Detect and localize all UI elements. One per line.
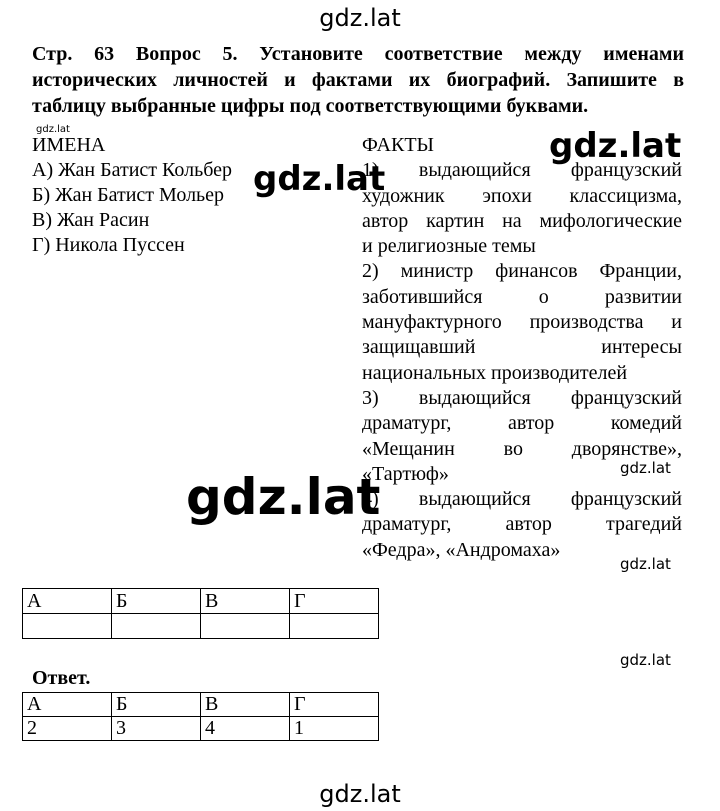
name-item: Г) Никола Пуссен (32, 234, 185, 256)
fact-line: 3) выдающийся французский (362, 386, 682, 409)
table-header-cell: А (23, 693, 112, 717)
fact-line: национальных производителей (362, 361, 628, 384)
table-header-cell: Г (290, 693, 379, 717)
name-item: Б) Жан Батист Мольер (32, 184, 225, 206)
fact-line: художник эпохи классицизма, (362, 184, 682, 207)
fact-line: автор картин на мифологические (362, 209, 682, 232)
fact-line: мануфактурного производства и (362, 311, 682, 334)
fact-line: защищавший интересы (362, 336, 682, 359)
table-header-cell: А (23, 589, 112, 614)
table-header-cell: Б (112, 693, 201, 717)
fact-line: драматург, автор комедий (362, 412, 682, 435)
fact-line: «Мещанин во дворянстве», (362, 437, 682, 460)
fact-line: «Федра», «Андромаха» (362, 538, 561, 561)
watermark-small-2: gdz.lat (620, 555, 671, 573)
table-row (23, 693, 379, 717)
fact-line: драматург, автор трагедий (362, 513, 682, 536)
table-header-cell: В (201, 693, 290, 717)
facts-header: ФАКТЫ (362, 134, 434, 156)
fact-line: 4) выдающийся французский (362, 488, 682, 511)
table-cell: 3 (112, 717, 201, 741)
watermark-big-3: gdz.lat (186, 468, 381, 526)
table-cell: 1 (290, 717, 379, 741)
watermark-bottom: gdz.lat (319, 780, 401, 808)
fact-line: заботившийся о развитии (362, 285, 682, 308)
fact-line: 1) выдающийся французский (362, 159, 682, 182)
table-cell (290, 614, 379, 639)
blank-answer-table (22, 588, 379, 639)
name-item: А) Жан Батист Кольбер (32, 159, 232, 181)
table-cell (201, 614, 290, 639)
question-text (32, 41, 684, 119)
watermark-big-2: gdz.lat (549, 126, 682, 166)
table-row (23, 589, 379, 614)
watermark-tiny: gdz.lat (36, 124, 70, 135)
question-line: Стр. 63 Вопрос 5. Установите соответствие между именами (32, 43, 684, 65)
table-header-cell: Г (290, 589, 379, 614)
names-column (32, 133, 232, 258)
answer-table (22, 692, 379, 741)
table-header-cell: В (201, 589, 290, 614)
table-cell (23, 614, 112, 639)
question-line: таблицу выбранные цифры под соответствующими буквами. (32, 95, 589, 117)
table-cell: 4 (201, 717, 290, 741)
fact-line: «Тартюф» (362, 462, 449, 485)
answer-label: Ответ. (32, 667, 91, 689)
name-item: В) Жан Расин (32, 209, 150, 231)
table-cell (112, 614, 201, 639)
watermark-top: gdz.lat (319, 4, 401, 32)
fact-line: и религиозные темы (362, 235, 536, 258)
watermark-big-1: gdz.lat (253, 159, 386, 199)
table-cell: 2 (23, 717, 112, 741)
names-header: ИМЕНА (32, 134, 106, 156)
watermark-small-3: gdz.lat (620, 651, 671, 669)
fact-line: 2) министр финансов Франции, (362, 260, 682, 283)
question-line: исторических личностей и фактами их биографий. Запишите в (32, 69, 684, 91)
facts-column (362, 133, 682, 563)
watermark-small-1: gdz.lat (620, 459, 671, 477)
table-row (23, 614, 379, 639)
table-header-cell: Б (112, 589, 201, 614)
table-row (23, 717, 379, 741)
